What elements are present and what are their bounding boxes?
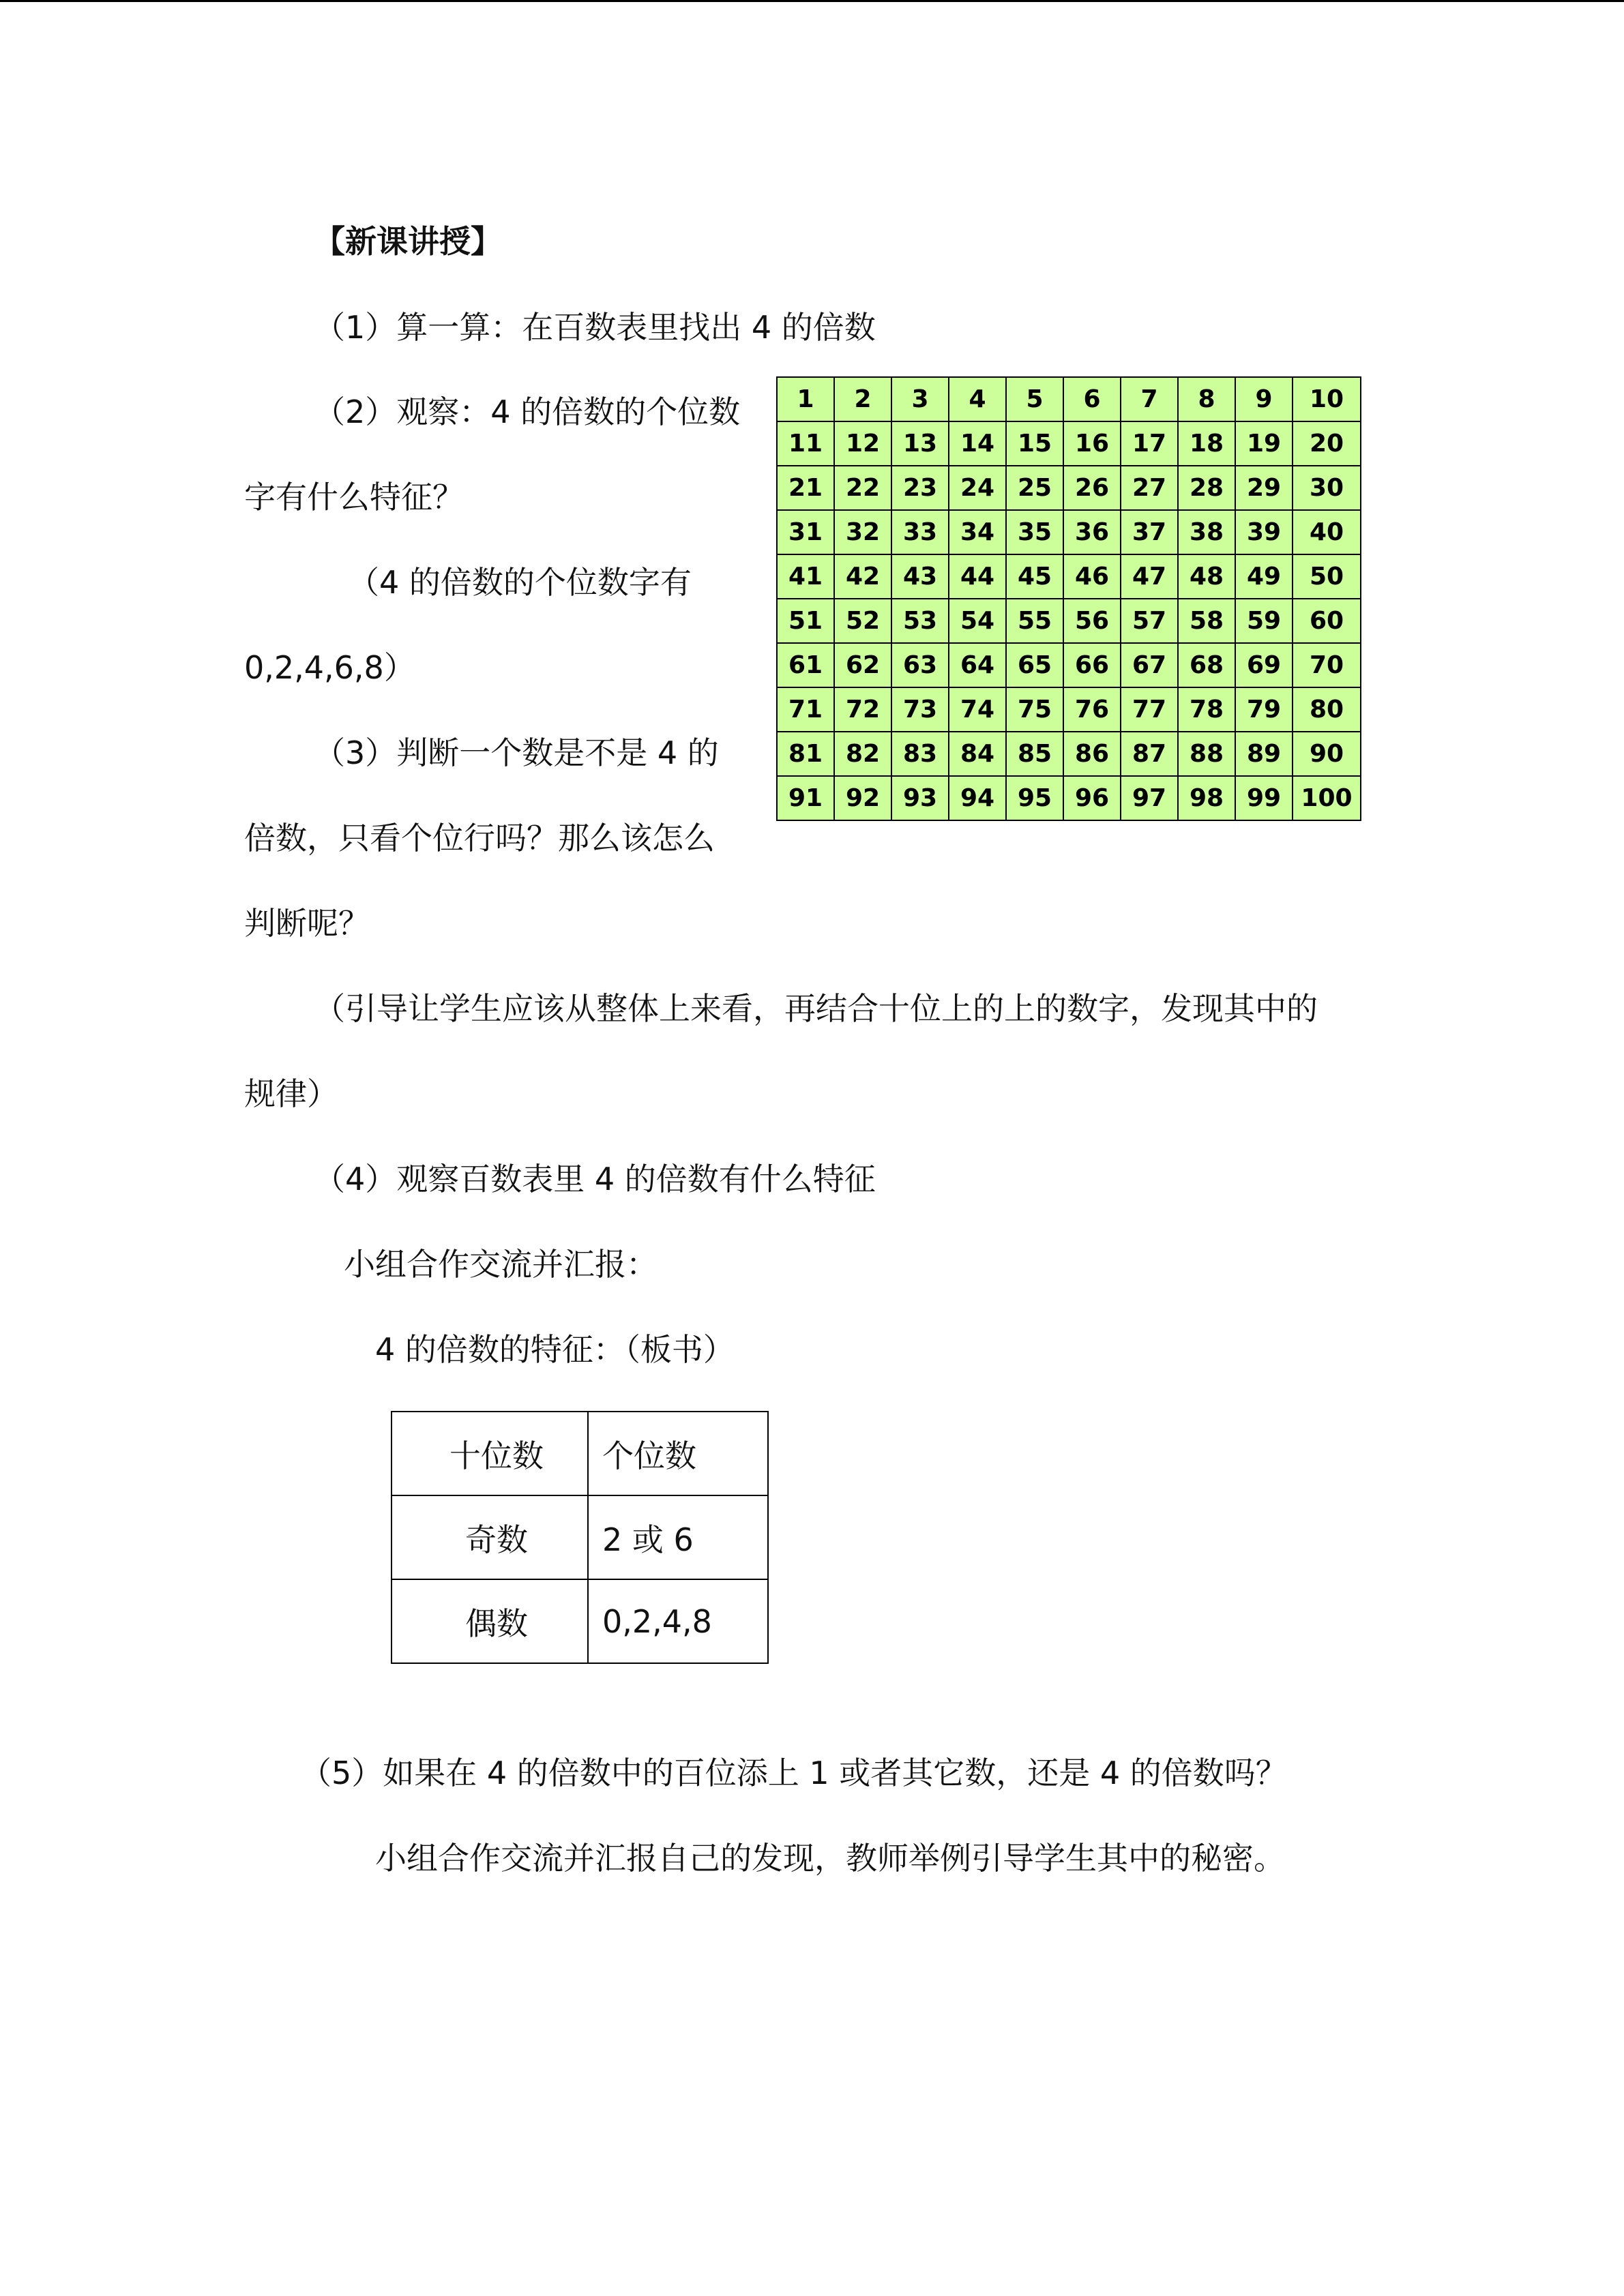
hundred-chart-cell: 58 bbox=[1178, 599, 1235, 643]
hundred-chart-cell: 60 bbox=[1293, 599, 1361, 643]
hundred-chart-cell: 68 bbox=[1178, 643, 1235, 687]
hundred-chart-cell: 17 bbox=[1121, 421, 1178, 466]
hundred-chart-cell: 20 bbox=[1293, 421, 1361, 466]
hundred-chart-row bbox=[777, 732, 1361, 776]
hundred-chart-row bbox=[777, 599, 1361, 643]
hundred-chart-cell: 89 bbox=[1235, 732, 1293, 776]
hundred-chart-cell: 10 bbox=[1293, 377, 1361, 421]
hundred-chart-cell: 79 bbox=[1235, 687, 1293, 732]
hundred-chart-cell: 62 bbox=[834, 643, 891, 687]
table-row bbox=[392, 1579, 768, 1663]
hundred-chart-cell: 23 bbox=[891, 466, 949, 510]
hundred-chart-cell: 66 bbox=[1063, 643, 1121, 687]
hundred-chart-row bbox=[777, 421, 1361, 466]
hundred-chart-row bbox=[777, 377, 1361, 421]
hundred-chart-cell: 78 bbox=[1178, 687, 1235, 732]
hundred-chart-row bbox=[777, 643, 1361, 687]
hundred-chart-cell: 53 bbox=[891, 599, 949, 643]
hundred-chart-cell: 38 bbox=[1178, 510, 1235, 554]
guide-text-line-2: 规律） bbox=[244, 1075, 338, 1112]
hundred-chart-cell: 35 bbox=[1006, 510, 1063, 554]
hundred-chart-cell: 7 bbox=[1121, 377, 1178, 421]
hundred-chart-cell: 37 bbox=[1121, 510, 1178, 554]
step-2-answer-line-1: （4 的倍数的个位数字有 bbox=[348, 564, 692, 601]
hundred-chart-cell: 99 bbox=[1235, 776, 1293, 820]
tens-odd-cell: 奇数 bbox=[392, 1495, 588, 1579]
hundred-chart-cell: 5 bbox=[1006, 377, 1063, 421]
hundred-chart-cell: 76 bbox=[1063, 687, 1121, 732]
hundred-chart-cell: 70 bbox=[1293, 643, 1361, 687]
hundred-chart-cell: 65 bbox=[1006, 643, 1063, 687]
table-row bbox=[392, 1495, 768, 1579]
multiples-of-4-feature-table bbox=[391, 1411, 769, 1664]
hundred-chart-cell: 61 bbox=[777, 643, 834, 687]
header-ones-digit: 个位数 bbox=[588, 1412, 768, 1495]
hundred-chart-cell: 15 bbox=[1006, 421, 1063, 466]
hundred-chart-cell: 36 bbox=[1063, 510, 1121, 554]
hundred-chart-cell: 6 bbox=[1063, 377, 1121, 421]
hundred-chart-cell: 75 bbox=[1006, 687, 1063, 732]
section-heading: 【新课讲授】 bbox=[314, 223, 502, 260]
hundred-chart-cell: 54 bbox=[949, 599, 1006, 643]
hundred-chart-cell: 1 bbox=[777, 377, 834, 421]
hundred-chart-cell: 85 bbox=[1006, 732, 1063, 776]
hundred-chart-cell: 71 bbox=[777, 687, 834, 732]
hundred-chart-row bbox=[777, 510, 1361, 554]
step-1-text: （1）算一算：在百数表里找出 4 的倍数 bbox=[314, 309, 876, 346]
guide-text-line-1: （引导让学生应该从整体上来看，再结合十位上的上的数字，发现其中的 bbox=[314, 990, 1318, 1027]
hundred-chart-cell: 47 bbox=[1121, 554, 1178, 599]
feature-title: 4 的倍数的特征：（板书） bbox=[375, 1331, 735, 1368]
hundred-chart-cell: 74 bbox=[949, 687, 1006, 732]
hundred-chart-cell: 59 bbox=[1235, 599, 1293, 643]
hundred-chart-cell: 41 bbox=[777, 554, 834, 599]
hundred-chart-cell: 30 bbox=[1293, 466, 1361, 510]
ones-for-odd-cell: 2 或 6 bbox=[588, 1495, 768, 1579]
hundred-chart-cell: 92 bbox=[834, 776, 891, 820]
hundred-chart-cell: 29 bbox=[1235, 466, 1293, 510]
table-header-row bbox=[392, 1412, 768, 1495]
hundred-chart-cell: 44 bbox=[949, 554, 1006, 599]
step-2-text-line-2: 字有什么特征？ bbox=[244, 479, 464, 516]
step-3-text-line-3: 判断呢？ bbox=[244, 905, 370, 942]
hundred-chart-cell: 14 bbox=[949, 421, 1006, 466]
tens-even-cell: 偶数 bbox=[392, 1579, 588, 1663]
hundred-chart-cell: 3 bbox=[891, 377, 949, 421]
hundred-chart-cell: 12 bbox=[834, 421, 891, 466]
hundred-chart-cell: 9 bbox=[1235, 377, 1293, 421]
hundred-chart-cell: 46 bbox=[1063, 554, 1121, 599]
hundred-chart-cell: 98 bbox=[1178, 776, 1235, 820]
hundred-chart-cell: 67 bbox=[1121, 643, 1178, 687]
hundred-chart-cell: 94 bbox=[949, 776, 1006, 820]
hundred-chart-cell: 63 bbox=[891, 643, 949, 687]
hundred-chart-cell: 39 bbox=[1235, 510, 1293, 554]
top-border-rule bbox=[0, 0, 1624, 2]
hundred-chart-cell: 57 bbox=[1121, 599, 1178, 643]
hundred-chart-cell: 83 bbox=[891, 732, 949, 776]
ones-for-even-cell: 0,2,4,8 bbox=[588, 1579, 768, 1663]
hundred-chart-cell: 100 bbox=[1293, 776, 1361, 820]
hundred-chart-cell: 42 bbox=[834, 554, 891, 599]
hundred-chart-cell: 16 bbox=[1063, 421, 1121, 466]
hundred-chart-cell: 93 bbox=[891, 776, 949, 820]
hundred-chart-cell: 21 bbox=[777, 466, 834, 510]
hundred-chart-cell: 81 bbox=[777, 732, 834, 776]
hundred-chart-cell: 95 bbox=[1006, 776, 1063, 820]
hundred-chart-cell: 77 bbox=[1121, 687, 1178, 732]
hundred-chart-cell: 96 bbox=[1063, 776, 1121, 820]
hundred-chart-cell: 49 bbox=[1235, 554, 1293, 599]
step-4-text: （4）观察百数表里 4 的倍数有什么特征 bbox=[314, 1161, 876, 1197]
hundred-chart-cell: 19 bbox=[1235, 421, 1293, 466]
hundred-chart-cell: 64 bbox=[949, 643, 1006, 687]
hundred-chart-cell: 40 bbox=[1293, 510, 1361, 554]
step-2-text-line-1: （2）观察：4 的倍数的个位数 bbox=[314, 393, 741, 430]
hundred-chart-cell: 52 bbox=[834, 599, 891, 643]
hundred-chart-cell: 4 bbox=[949, 377, 1006, 421]
hundred-chart-cell: 11 bbox=[777, 421, 834, 466]
hundred-chart-cell: 73 bbox=[891, 687, 949, 732]
hundred-chart bbox=[776, 376, 1361, 821]
hundred-chart-row bbox=[777, 466, 1361, 510]
hundred-chart-cell: 43 bbox=[891, 554, 949, 599]
hundred-chart-cell: 86 bbox=[1063, 732, 1121, 776]
hundred-chart-cell: 69 bbox=[1235, 643, 1293, 687]
hundred-chart-cell: 91 bbox=[777, 776, 834, 820]
hundred-chart-cell: 28 bbox=[1178, 466, 1235, 510]
hundred-chart-cell: 31 bbox=[777, 510, 834, 554]
hundred-chart-cell: 8 bbox=[1178, 377, 1235, 421]
hundred-chart-cell: 34 bbox=[949, 510, 1006, 554]
hundred-chart-cell: 56 bbox=[1063, 599, 1121, 643]
hundred-chart-cell: 22 bbox=[834, 466, 891, 510]
group-discovery-text: 小组合作交流并汇报自己的发现，教师举例引导学生其中的秘密。 bbox=[375, 1840, 1285, 1877]
hundred-chart-cell: 25 bbox=[1006, 466, 1063, 510]
hundred-chart-cell: 13 bbox=[891, 421, 949, 466]
hundred-chart-cell: 97 bbox=[1121, 776, 1178, 820]
step-5-text: （5）如果在 4 的倍数中的百位添上 1 或者其它数，还是 4 的倍数吗？ bbox=[300, 1755, 1287, 1791]
group-work-text: 小组合作交流并汇报： bbox=[344, 1246, 658, 1283]
hundred-chart-row bbox=[777, 776, 1361, 820]
hundred-chart-cell: 2 bbox=[834, 377, 891, 421]
hundred-chart-cell: 26 bbox=[1063, 466, 1121, 510]
hundred-chart-row bbox=[777, 687, 1361, 732]
hundred-chart-row bbox=[777, 554, 1361, 599]
hundred-chart-cell: 48 bbox=[1178, 554, 1235, 599]
hundred-chart-cell: 90 bbox=[1293, 732, 1361, 776]
hundred-chart-cell: 24 bbox=[949, 466, 1006, 510]
hundred-chart-cell: 27 bbox=[1121, 466, 1178, 510]
hundred-chart-cell: 80 bbox=[1293, 687, 1361, 732]
hundred-chart-cell: 88 bbox=[1178, 732, 1235, 776]
hundred-chart-cell: 33 bbox=[891, 510, 949, 554]
hundred-chart-cell: 45 bbox=[1006, 554, 1063, 599]
hundred-chart-cell: 55 bbox=[1006, 599, 1063, 643]
hundred-chart-cell: 72 bbox=[834, 687, 891, 732]
header-tens-digit: 十位数 bbox=[392, 1412, 588, 1495]
hundred-chart-cell: 87 bbox=[1121, 732, 1178, 776]
step-3-text-line-1: （3）判断一个数是不是 4 的 bbox=[314, 734, 719, 771]
hundred-chart-cell: 84 bbox=[949, 732, 1006, 776]
hundred-chart-cell: 82 bbox=[834, 732, 891, 776]
step-3-text-line-2: 倍数，只看个位行吗？那么该怎么 bbox=[244, 820, 715, 856]
step-2-answer-line-2: 0,2,4,6,8） bbox=[244, 649, 415, 686]
hundred-chart-cell: 51 bbox=[777, 599, 834, 643]
hundred-chart-cell: 50 bbox=[1293, 554, 1361, 599]
hundred-chart-cell: 18 bbox=[1178, 421, 1235, 466]
hundred-chart-cell: 32 bbox=[834, 510, 891, 554]
